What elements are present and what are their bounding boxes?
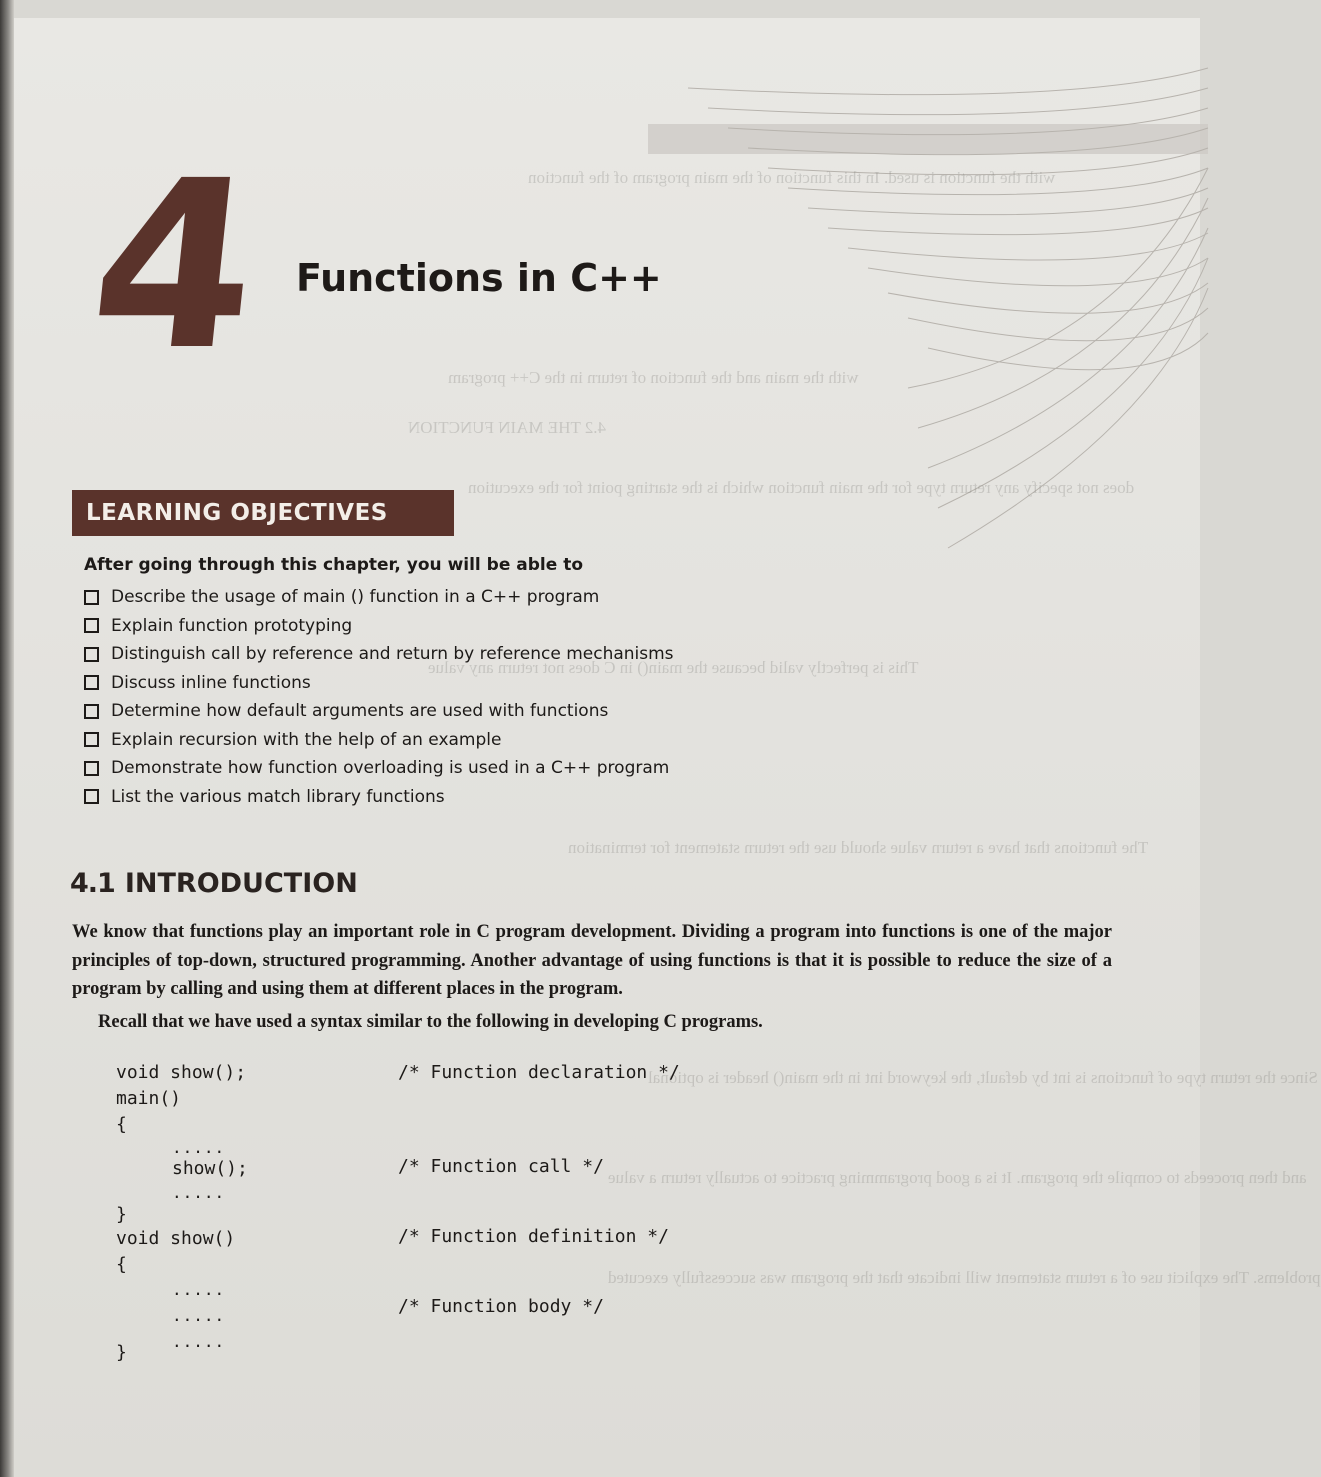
objectives-intro: After going through this chapter, you will be able to — [84, 555, 584, 575]
objective-item — [84, 640, 674, 669]
show-through-text: Since the return type of functions is int by default, the keyword int in the main() header is optional — [648, 1068, 1318, 1087]
code-ellipsis: ..... — [172, 1138, 226, 1157]
objective-item — [84, 726, 674, 755]
code-ellipsis: ..... — [172, 1332, 226, 1351]
checkbox-icon — [84, 789, 99, 804]
code-declaration: void show(); — [116, 1062, 247, 1083]
code-ellipsis: ..... — [172, 1306, 226, 1325]
objective-text: Explain function prototyping — [111, 615, 353, 636]
chapter-number: 4 — [79, 131, 264, 401]
checkbox-icon — [84, 647, 99, 662]
code-ellipsis: ..... — [172, 1280, 226, 1299]
objective-item — [84, 754, 674, 783]
intro-paragraph: We know that functions play an important role in C program development. Dividing a program into functions is one of the major principles of top-down, structured programming. Another advantage of using functions is that it is possible to reduce the size of a program by calling and using them at different places in the program. — [72, 922, 1112, 999]
objective-item — [84, 697, 674, 726]
code-comment-body: /* Function body */ — [398, 1296, 604, 1317]
checkbox-icon — [84, 618, 99, 633]
objective-item — [84, 783, 674, 812]
objective-text: Distinguish call by reference and return by reference mechanisms — [111, 644, 674, 664]
objective-text: Demonstrate how function overloading is used in a C++ program — [111, 758, 670, 778]
objective-text: List the various match library functions — [111, 786, 445, 807]
checkbox-icon — [84, 590, 99, 605]
code-main: main() — [116, 1088, 182, 1109]
binding-shadow — [0, 0, 14, 1477]
show-through-text: problems. The explicit use of a return statement will indicate that the program was successfully executed — [608, 1268, 1321, 1287]
code-comment-call: /* Function call */ — [398, 1156, 604, 1177]
objective-item — [84, 669, 674, 698]
show-through-text: does not specify any return type for the main function which is the starting point for the execution — [468, 478, 1135, 497]
code-ellipsis: ..... — [172, 1183, 226, 1202]
book-page — [8, 18, 1321, 1477]
recall-sentence: Recall that we have used a syntax similar to the following in developing C programs. — [98, 1012, 763, 1032]
code-close-brace: } — [116, 1204, 127, 1225]
code-definition: void show() — [116, 1228, 236, 1249]
chapter-title: Functions in C++ — [296, 256, 662, 300]
show-through-text: with the main and the function of return in the C++ program — [448, 368, 859, 387]
learning-objectives-banner: LEARNING OBJECTIVES — [72, 490, 454, 536]
section-number: 4.1 — [70, 868, 115, 899]
show-through-text: with the function is used. In this function of the main program of the function — [528, 168, 1056, 187]
section-heading — [70, 868, 358, 899]
checkbox-icon — [84, 704, 99, 719]
show-through-text: 4.2 THE MAIN FUNCTION — [408, 418, 607, 437]
decorative-swoosh — [648, 48, 1208, 648]
objective-text: Determine how default arguments are used with functions — [111, 701, 609, 721]
checkbox-icon — [84, 761, 99, 776]
objective-text: Explain recursion with the help of an example — [111, 729, 502, 750]
code-comment-declaration: /* Function declaration */ — [398, 1062, 680, 1083]
code-call: show(); — [172, 1158, 248, 1179]
show-through-text: This is perfectly valid because the main() in C does not return any value — [428, 658, 919, 677]
section-title: INTRODUCTION — [124, 868, 358, 899]
show-through-text: and then proceeds to compile the program. It is a good programming practice to actually return a value — [608, 1168, 1307, 1187]
code-open-brace: { — [116, 1114, 127, 1135]
checkbox-icon — [84, 675, 99, 690]
show-through-text: The functions that have a return value should use the return statement for termination — [568, 838, 1149, 857]
code-close-brace: } — [116, 1342, 127, 1363]
code-comment-definition: /* Function definition */ — [398, 1226, 669, 1247]
objective-item — [84, 612, 674, 641]
objective-text: Discuss inline functions — [111, 672, 311, 693]
objective-text: Describe the usage of main () function in a C++ program — [111, 587, 600, 607]
objectives-list — [84, 583, 674, 811]
checkbox-icon — [84, 732, 99, 747]
objective-item — [84, 583, 674, 612]
code-open-brace: { — [116, 1254, 127, 1275]
